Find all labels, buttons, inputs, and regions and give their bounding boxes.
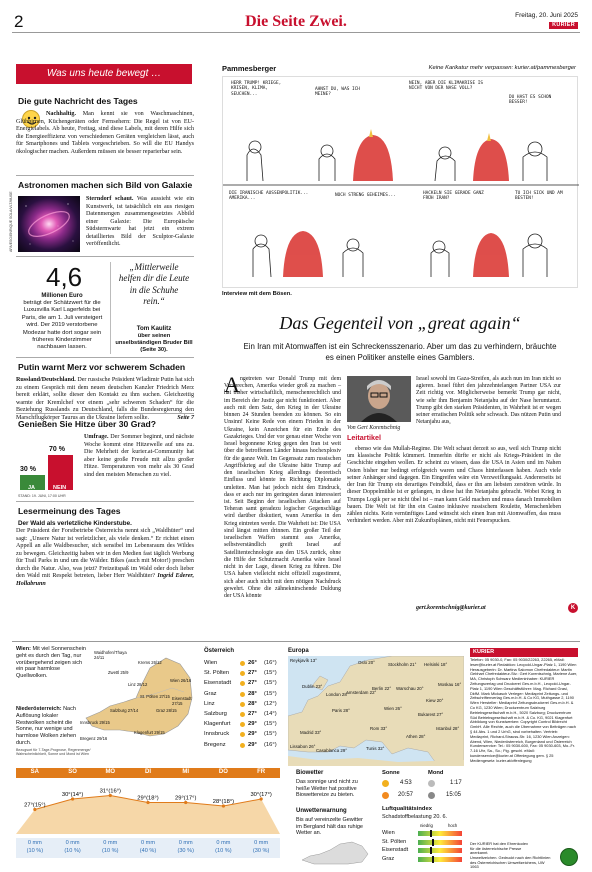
putin-title: Putin warnt Merz vor schwerem Schaden: [18, 362, 186, 372]
europe-city-temp: Casablanca 29°: [316, 748, 348, 753]
europe-city-temp: Oslo 20°: [358, 660, 375, 665]
cartoon-bubble-7: HACKELN SIE GERADE GANZ FRÜH IRAN?: [423, 191, 484, 202]
imprint-brand: KURIER: [470, 648, 578, 657]
air-row: [382, 830, 464, 838]
forecast-rain: 0 mm: [103, 840, 118, 846]
cartoon-bubble-8: TU ICH SICK UND AM BESTEN!: [515, 191, 563, 202]
map-temp-11: Bregenz 29/16: [80, 736, 108, 741]
air-track: [418, 848, 462, 853]
air-row: [382, 847, 464, 855]
air-track: [418, 840, 462, 845]
europe-city-temp: Rom 33°: [370, 726, 388, 731]
cartoon-bubble-5: DIE IRANISCHE AUSSENPOLITIK... AMERIKA...: [229, 191, 309, 202]
map-temp-10: Klagenfurt 29/15: [134, 730, 165, 735]
europe-city-temp: Warschau 20°: [396, 686, 424, 691]
forecast-rain: 0 mm: [254, 840, 269, 846]
good-news-title: Die gute Nachricht des Tages: [18, 96, 138, 106]
umweltzeichen-icon: [560, 848, 578, 866]
austria-map: [80, 648, 198, 748]
city-name: Innsbruck: [204, 731, 230, 738]
sunrise-time: 4:53: [400, 780, 412, 786]
forecast-temp-label: 27°(15°): [24, 802, 46, 809]
europe-city-temp: Athen 28°: [406, 734, 426, 739]
europe-city-temp: London 28°: [326, 692, 349, 697]
forecast-day-label: SA: [30, 769, 40, 775]
europe-title: Europa: [288, 648, 309, 654]
putin-text: Russland/Deutschland. Der russische Präsident Wladimir Putin hat sich zu einem Gespräch mit dem neuen deutschen Kanzler Friedrich Merz bereit erklärt, sollte dieser den Kontakt zu ihm suchen. Gleichzeitig warnte der Kremlchef vor einem „sehr schweren Schaden“ für die Beziehung Russlands zu Deutschland, falls die Bundesregierung den Marschflugkörper Taurus an die Ukraine liefern sollte. Seite 7: [16, 377, 194, 421]
city-max: 29°: [248, 721, 257, 728]
letter-title: Lesermeinung des Tages: [18, 506, 121, 516]
air-marker: [432, 839, 434, 846]
forecast-rain: 0 mm: [216, 840, 231, 846]
city-name: Wien: [204, 660, 218, 666]
forecast-day-label: MI: [182, 769, 190, 775]
forecast-day-label: DO: [218, 769, 228, 775]
air-marker: [432, 856, 434, 863]
europe-city-temp: Bukarest 27°: [418, 712, 444, 717]
moon-title: Mond: [428, 770, 444, 776]
biowetter-title: Biowetter: [296, 770, 324, 776]
sun-icon: [240, 732, 245, 737]
forecast-rain-pct: (10 %): [26, 848, 44, 854]
europe-city-temp: Madrid 33°: [300, 730, 322, 735]
astro-credit: APA/ESO/ENRIQUE SOLA/VLT/MUSE: [9, 191, 13, 252]
astro-title: Astronomen machen sich Bild von Galaxie: [18, 180, 193, 190]
article-email: gert.korentschnig@kurier.at: [416, 605, 486, 611]
forecast-temp-label: 30°(17°): [250, 792, 272, 798]
cartoon-bubble-2: AHNST DU, WAS ICH MEINE?: [315, 87, 360, 98]
city-min: (15°): [264, 680, 277, 687]
city-max: 27°: [248, 670, 257, 677]
weather-lower-austria: Niederösterreich: Nach Auflösung lokaler Restwolken scheint die Sonne, nur wenige und harmlose Wolken ziehen durch.: [16, 706, 77, 747]
map-temp-6: Wien 26/16: [170, 678, 192, 683]
moon-icon: [428, 780, 435, 787]
forecast-day-label: DI: [144, 769, 151, 775]
article-col2: ebenso wie das Mullah-Regime. Die Welt schaut derzeit so aus, weil sich Trump nicht um klassische Politik kümmert. Immerhin dürfte er nicht als Kriegs-Präsident in die Geschichte eingehen wollen. Er scheint zu wissen, dass die USA in Asien und im Nahen Osten bisher nur bedingt erfolgreich waren und Chaos hinterlassen haben. Auch viele seiner Anhänger sind dagegen. Ein Eingreifen wäre ein Verzweiflungsakt. Andererseits ist der Iran für Trump ein derartiges Feindbild, dass er ihn am liebsten zerstören würde. In dieser Doppelmühle ist er gefangen, in diese hat ihn Netanjahu gebracht. Wobei Krieg in Trumps Logik per se nicht übel ist – man kann Geld machen und muss danach Immobilien bauen. Die Welt ist für ihn ein Casino inklusive russischem Roulette, Menschenleben zählen nichts. Kein vernünftiges Land wünscht sich einen Iran mit Atomwaffen, das muss verhindert werden. Aber mit Zukunftsplänen, nicht mit Feuerspucken.: [347, 446, 561, 525]
europe-city-temp: Lissabon 26°: [290, 744, 316, 749]
air-track: [418, 831, 462, 836]
cartoon-image: [222, 76, 578, 288]
forecast-temp-label: 29°(17°): [175, 795, 197, 802]
europe-city-temp: Berlin 22°: [372, 686, 392, 691]
europe-city-temp: Istanbul 28°: [436, 726, 460, 731]
poll-chart: [18, 434, 78, 492]
forecast-rain-pct: (40 %): [139, 848, 157, 854]
europe-city-temp: Wien 26°: [384, 706, 402, 711]
city-max: 26°: [248, 660, 257, 666]
forecast-rain: 0 mm: [178, 840, 193, 846]
forecast-day-label: FR: [257, 769, 266, 775]
city-max: 27°: [248, 680, 257, 687]
map-temp-9: Graz 28/15: [156, 708, 177, 713]
stat-value: 4,6: [46, 262, 83, 292]
europe-city-temp: Helsinki 18°: [424, 662, 448, 667]
moonrise-time: 1:17: [450, 780, 462, 786]
page-title: Die Seite Zwei.: [245, 13, 347, 30]
europe-temps: [288, 656, 464, 766]
city-min: (15°): [264, 721, 277, 728]
poll-ja-label: JA: [28, 485, 36, 491]
sun-icon: [240, 681, 245, 686]
forecast-temp-label: 28°(18°): [212, 799, 235, 805]
air-row: [382, 839, 464, 847]
poll-nein-label: NEIN: [53, 485, 67, 491]
kurier-k-icon: K: [568, 603, 578, 613]
sun-icon: [240, 722, 245, 727]
author-photo: [347, 376, 411, 422]
sun-icon: [240, 743, 245, 748]
forecast-temp-label: 30°(14°): [61, 792, 84, 798]
letter-subtitle: Der Wald als verletzliche Kinderstube.: [18, 520, 132, 527]
air-marker: [430, 847, 432, 854]
map-temp-12: Eisenstadt 27/15: [172, 696, 192, 707]
forecast-rain: 0 mm: [65, 840, 80, 846]
galaxy-image: [18, 196, 80, 252]
sun-icon: [240, 661, 245, 666]
city-name: Salzburg: [204, 711, 227, 717]
air-city: Eisenstadt: [382, 847, 409, 853]
austria-warning-map: [300, 840, 370, 866]
city-name: Linz: [204, 700, 215, 707]
air-city: St. Pölten: [382, 838, 407, 845]
city-max: 28°: [248, 690, 257, 697]
article-col2-top: Israel sowohl im Gaza-Streifen, als auch nun im Iran nicht so agieren. Israel führt den jahrzehntelangen Partner USA zur Zeit richtig vor. Möglicherweise bemerkt Trump gar nicht, wie sehr ihm Benjamin Netanjahu auf der Nase herumtanzt. Trump gibt den starken Präsidenten, in Wahrheit ist er wegen seiner erratischen Politik sehr schwach. Das nützen Putin und Netanjahu aus,: [416, 376, 561, 426]
imprint-ethics: Der KURIER hat den Ehrenkodex für die österreichische Presse anerkannt.: [470, 841, 528, 856]
city-name: Klagenfurt: [204, 721, 231, 728]
air-row: [382, 856, 464, 864]
europe-city-temp: Dublin 23°: [302, 684, 323, 689]
article-headline: Das Gegenteil von „great again“: [279, 313, 521, 333]
sunset-time: 20:57: [398, 792, 414, 798]
quote-source: über seinen unselbständigen Bruder Bill (Seite 30).: [115, 333, 193, 354]
air-marker: [430, 830, 432, 837]
map-temp-2: Krems 26/12: [138, 660, 162, 665]
air-low-label: niedrig: [420, 823, 433, 828]
air-high-label: hoch: [448, 823, 458, 828]
europe-city-temp: Amsterdam 22°: [346, 690, 377, 695]
forecast-temp-label: 31°(16°): [99, 788, 121, 795]
cartoon-bubble-4: DU HAST ES SCHON BESSER!: [509, 95, 552, 106]
cartoon-label: Pammesberger: [222, 64, 277, 73]
city-min: (14°): [264, 711, 277, 717]
city-min: (15°): [264, 670, 277, 677]
poll-nein-percent: 70 %: [49, 446, 65, 453]
unwetter-text: Bis auf vereinzelte Gewitter im Bergland hält das ruhige Wetter an.: [296, 817, 363, 837]
moonset-icon: [428, 792, 435, 799]
article-standfirst: Ein Iran mit Atomwaffen ist ein Schreckensszenario. Aber um das zu verhindern, bräuchte es einen Politiker anstelle eines Gamblers.: [243, 342, 557, 362]
city-max: 28°: [248, 700, 257, 707]
article-category: Leitartikel: [347, 433, 381, 442]
city-name: Graz: [204, 690, 217, 697]
cartoon-note: Keine Karikatur mehr verpassen: kurier.at/pammesberger: [428, 65, 576, 71]
poll-text: Umfrage. Der Sommer beginnt, und nächste Woche kommt eine Hitzewelle auf uns zu. Die Mehrheit der kurier.at-Community hat aber keine große Freude mit allzu großer Hitze. Temperaturen von mehr als 30 Grad sind den meisten Menschen zu viel.: [84, 434, 195, 478]
europe-map: [288, 656, 464, 766]
sun-icon: [240, 671, 245, 676]
astro-text: Sterndorf schaut. Was aussieht wie ein Kunstwerk, ist tatsächlich ein aus riesigen Datenmengen zusammengesetztes Abbild einer Galaxie: Die Europäische Südsternwarte hat jetzt ein extrem detailliertes Bild der Sculptor-Galaxie veröffentlicht.: [86, 196, 194, 248]
europe-city-temp: Reykjavík 13°: [290, 658, 317, 663]
forecast-rain-pct: (30 %): [177, 848, 194, 854]
forecast-rain-pct: (10 %): [102, 848, 119, 854]
sun-icon: [240, 712, 245, 717]
air-city: Graz: [382, 855, 395, 862]
forecast-temp-label: 29°(18°): [137, 795, 159, 802]
forecast-rain-pct: (10 %): [215, 848, 232, 854]
city-min: (15°): [264, 690, 277, 697]
city-name: Eisenstadt: [204, 680, 232, 687]
forecast-rain-pct: (30 %): [252, 848, 270, 854]
city-name: St. Pölten: [204, 670, 230, 677]
forecast-curve: [16, 778, 280, 834]
map-temp-8: Salzburg 27/14: [110, 708, 139, 713]
map-temp-7: Innsbruck 29/15: [80, 720, 110, 725]
city-max: 29°: [248, 731, 257, 738]
page-number: 2: [14, 12, 24, 31]
air-sub: Schadstoffbelastung 20. 6.: [382, 814, 448, 820]
poll-ja-percent: 30 %: [20, 466, 36, 473]
air-track: [418, 857, 462, 862]
sunset-icon: [382, 792, 389, 799]
forecast-rain: 0 mm: [141, 840, 155, 846]
europe-city-temp: Kiew 20°: [426, 698, 444, 703]
sun-icon: [240, 702, 245, 707]
city-min: (16°): [264, 660, 277, 666]
brand-logo: KURIER: [549, 22, 578, 29]
city-name: Bregenz: [204, 741, 226, 748]
section-banner: Was uns heute bewegt …: [16, 64, 192, 84]
sun-icon: [240, 692, 245, 697]
article-col1: ngetreten war Donald Trump mit dem Versprechen, Amerika wieder groß zu machen – hat bisher wirtschaftlich, menschenrechtlich und im Bereich der Justiz gar nicht funktioniert. Aber auch mit dem Satz, den Krieg in der Ukraine binnen 24 Stunden beenden zu können. So ein Unsinn! Keine Rede von einem Frieden in der Ukraine, kein Anzeichen für ein Ende des Gazakrieges. Und der vor genau einer Woche von Israel begonnene Krieg gegen den Iran ist weit über die betroffenen Länder hinaus hochexplosiv für die ganze Welt. Im Gegensatz zum russischen Angriffskrieg auf die Ukraine hätte Trump auf den israelischen Krieg allerdings theoretisch Einfluss und könnte im Richtung Diplomatie umleiten. Man hat jedoch nicht den Eindruck, dass er auch nur im geringsten daran interessiert ist. Seit Beginn der israelischen Attacken auf Teheran samt geradezu logischer Gegenschläge wird darüber diskutiert, wann Amerika in den Krieg eintreten werde. Die Wahrheit ist: Die USA sind längst mitten drinnen. Ein großer Teil der israelischen Waffen stammt aus Amerika, selbstverständlich greift Israel auf Satellitentechnologie aus den USA zurück, ohne die Hilfe der Schutzmacht Amerika wäre Israel nicht in der Lage, diesen Krieg zu führen. Die USA haben vielleicht nicht offiziell zugestimmt, sich aber auch nicht mit dem nötigen Nachdruck gewehrt. Ohne die zähneknirschende Duldung der USA könnte: [224, 376, 341, 600]
europe-city-temp: Paris 28°: [332, 708, 350, 713]
good-news-text: Nachhaltig. Man kennt sie von Waschmaschinen, Glühbirnen, Küchengeräten oder Fernsehern: Die Regel ist von EU-Energielabels. Ab heute, Freitag, sind diese Labels, mit deren Hilfe sich die Energieeffizienz von verschiedenen Geräten vergleichen lässt, auch für Smartphones und Tablets vorgeschrieben. So will die EU Handys ökologischer machen. Außerdem müssen sie besser reparierbar sein.: [16, 111, 194, 155]
moonset-time: 15:05: [446, 792, 462, 798]
cartoon-bubble-6: NOCH STRENG GEHEIMES...: [335, 193, 396, 198]
air-title: Luftqualitätsindex: [382, 806, 432, 812]
city-max: 27°: [248, 711, 257, 717]
air-city: Wien: [382, 830, 395, 836]
forecast-strip: [16, 768, 280, 858]
map-temp-1: Waidhofen/Thaya 24/11: [94, 650, 127, 661]
austria-table-title: Österreich: [204, 648, 235, 654]
europe-city-temp: Tunis 32°: [366, 746, 385, 751]
sun-title: Sonne: [382, 770, 400, 776]
letter-text: Der Präsident der Forstbetriebe Österreichs nennt sich „Waldhüter“ und sagt: „Unsere Natur ist verletzlicher, als viele denken.“ Er richtet einen Appell an alle Waldbesucher, sich sensibel im Lebensraum des Wildes zu bewegen. Gleichzeitig haben wir in den Medien fast täglich Werbung für Trail Parks in und um die Wälder. Bikes (auch mit Motor!) preschen durch die Natur. Also, was jetzt? Freizeitspaß im Wald oder doch lieber den Wald mit Respekt betreten, lieber Herr Waldhüter? Ingrid Ederer, Hollabrunn: [16, 528, 194, 587]
cartoon-bubble-3: NEIN, ABER DIE KLIMAKRISE IS NICHT VON DER NASE VOLL?: [409, 81, 484, 92]
unwetter-title: Unwetterwarnung: [296, 808, 347, 814]
city-min: (15°): [264, 731, 277, 738]
quote-text: „Mittlerweile helfen dir die Leute in die Schuhe rein.“: [118, 262, 190, 306]
stat-unit: Millionen Euro: [41, 293, 83, 299]
quote-author: Tom Kaulitz: [136, 325, 172, 332]
imprint-green: Umweltzeichen. Gedruckt nach den Richtlinien des Österreichischen Umweltzeichens, UW 1063: [470, 855, 551, 870]
biowetter-text: Das sonnige und nicht zu heiße Wetter hat positive Biowettereize zu bieten.: [296, 779, 358, 799]
poll-source: STAND: 19. JUNI, 17:00 UHR: [18, 494, 66, 498]
city-min: (12°): [264, 700, 277, 707]
forecast-rain-pct: (10 %): [64, 848, 81, 854]
map-temp-3: Zwettl 25/9: [108, 670, 129, 675]
cartoon-bubble-1: HERR TRUMP! KRIEGE, KRISEN, KLIMA, SEUCHEN...: [231, 81, 282, 97]
poll-title: Genießen Sie Hitze über 30 Grad?: [18, 419, 157, 429]
article-dropcap: A: [224, 372, 240, 397]
forecast-rain: 0 mm: [27, 840, 42, 846]
forecast-day-label: SO: [68, 769, 77, 775]
sunrise-icon: [382, 780, 389, 787]
city-max: 29°: [248, 741, 257, 748]
europe-city-temp: Stockholm 21°: [388, 662, 417, 667]
issue-date: Freitag, 20. Juni 2025: [515, 12, 578, 19]
forecast-day-label: MO: [105, 769, 116, 775]
weather-vienna: Wien: Mit viel Sonnenschein geht es durch den Tag, nur vorübergehend zeigen sich ein paar harmlose Quellwolken.: [16, 646, 86, 680]
cartoon-caption: Interview mit dem Bösen.: [222, 291, 292, 297]
imprint-text: Telefon: 05 9030-0, Fax: 05 9030/22263, 22265, eMail: leser@kurier.at Redaktion: Leopold-Ungar-Platz 1, 1190 Wien Herausgeberin: Dr. Martina Salomon Chefredakteur: Martin Gebhart Chefredakteur-Stv.: Gert Korentschnig, Marlene Auer, MA, Christoph Schwarz Medieninhaber: KURIER Zeitungsverlag und Druckerei Ges.m.b.H., Leopold-Ungar-Platz 1, 1190 Wien Geschäftsführer: Mag. Richard Grasl, DkfM. Mark Mickasch Verleger: Mediaprint Zeitungs- und Zeitschriftenverlag Ges.m.b.H. & Co KG, Muthgasse 2, 1190 Wien Hersteller: Mediaprint Zeitungsdruckerei Ges.m.b.H. & Co KG, 1230 Wien; Druckzentrum Salzburg Betriebsgesellschaft m.b.H., 5020 Salzburg; Druckzentrum Süd Betriebsgesellschaft m.b.H. & Co. KG, 9021 Klagenfurt Abbildung von Kunstwerken: Copyright Control Bildrecht GmbH. Alle Rechte, auch die Übernahme von Beiträgen nach § 44 Abs. 1 und 2 UrhG, sind vorbehalten. Vertrieb: Mediaprint, Richard-Strauss-Str. 16, 1230 Wien Anzeigen: Abend, Wien, Niederösterreich, Burgenland und Österreich Kundenservice: Tel.: 05 9030-600, Fax: 05 9030-603, Mo.-Fr. 7-16 Uhr, Sa., So.; Ftg. geschl. eMail: kundenservice@kurier.at Offenlegung gem. § 25 Mediengesetz: kurier.at/offenlegung: [470, 657, 578, 763]
map-temp-4: Linz 28/12: [128, 682, 148, 687]
map-temp-5: St. Pölten 27/15: [140, 694, 170, 699]
stat-text: beträgt der Schätzwert für die Luxusvilla Karl Lagerfelds bei Paris, die am 1. Juli versteigert wird. Der 2019 verstorbene Modezar hatte dort sogar sein früheres Kinderzimmer nachbauen lassen.: [21, 300, 103, 351]
weather-source: Bezugsort für 7-Tage-Prognose, Regenmenge/ Wahrscheinlichkeit, Sonne und Mond ist Wien: [16, 748, 91, 757]
article-byline: Von Gert Korentschnig: [347, 425, 401, 431]
city-min: (16°): [264, 741, 277, 748]
europe-city-temp: Moskau 16°: [438, 682, 462, 687]
